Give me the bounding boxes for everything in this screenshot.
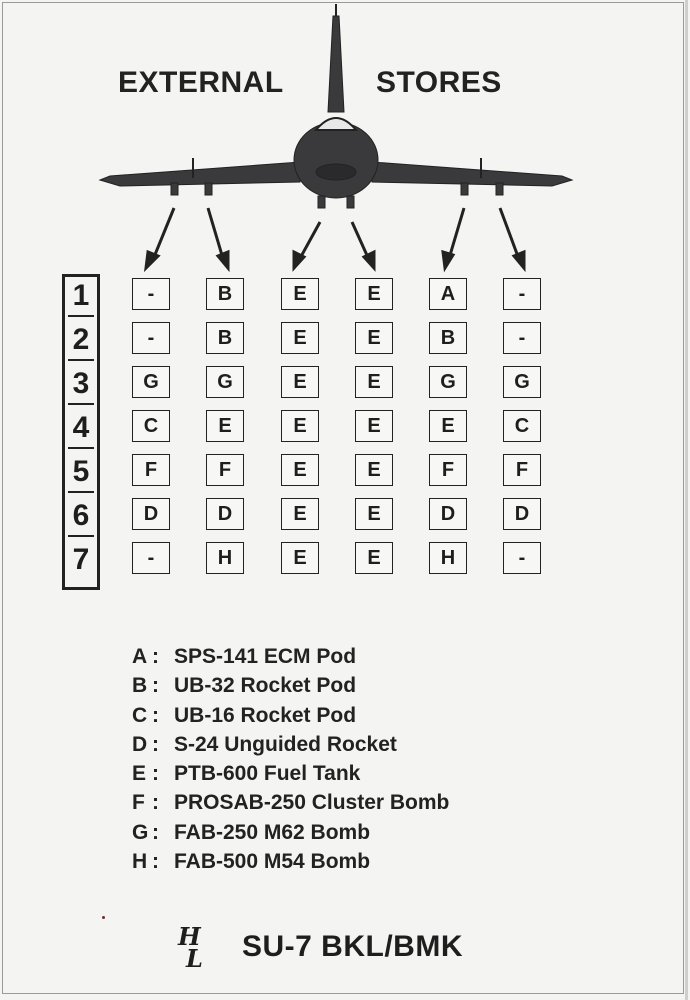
legend-key: C <box>132 703 148 727</box>
stores-legend <box>132 642 449 876</box>
legend-key: H <box>132 850 148 874</box>
pylon-4 <box>347 196 354 208</box>
store-cell: E <box>355 322 393 354</box>
logo-letter-top: H <box>178 922 201 951</box>
store-cell: G <box>132 366 170 398</box>
legend-label: PTB-600 Fuel Tank <box>174 762 361 786</box>
store-cell: G <box>206 366 244 398</box>
publisher-logo <box>178 922 203 973</box>
intake <box>316 164 356 180</box>
store-cell: E <box>281 542 319 574</box>
store-cell: - <box>132 542 170 574</box>
loadout-number: 3 <box>68 365 94 405</box>
store-cell: B <box>429 322 467 354</box>
aircraft-model: SU-7 BKL/BMK <box>242 930 463 963</box>
store-cell: E <box>355 542 393 574</box>
speck <box>102 916 105 919</box>
loadout-number: 1 <box>68 277 94 317</box>
legend-key: D <box>132 732 148 756</box>
pylon-1 <box>171 183 178 195</box>
canopy <box>316 118 356 130</box>
aircraft-front-view <box>0 0 690 280</box>
store-cell: C <box>132 410 170 442</box>
legend-label: FAB-250 M62 Bomb <box>174 820 371 844</box>
store-cell: E <box>355 366 393 398</box>
store-cell: E <box>355 498 393 530</box>
legend-key: A <box>132 645 148 668</box>
store-cell: E <box>281 278 319 310</box>
title-stores: STORES <box>376 66 502 99</box>
store-cell: E <box>281 410 319 442</box>
station-column-4 <box>355 278 393 588</box>
store-cell: D <box>132 498 170 530</box>
station-column-6 <box>503 278 541 588</box>
store-cell: H <box>206 542 244 574</box>
store-cell: - <box>503 542 541 574</box>
legend-label: S-24 Unguided Rocket <box>174 732 397 756</box>
legend-label: UB-32 Rocket Pod <box>174 674 357 698</box>
store-cell: - <box>132 322 170 354</box>
legend-key: E <box>132 762 147 786</box>
legend-row: F : PROSAB-250 Cluster Bomb <box>132 788 449 817</box>
vertical-tail <box>328 16 344 112</box>
store-cell: F <box>503 454 541 486</box>
station-column-5 <box>429 278 467 588</box>
store-cell: G <box>503 366 541 398</box>
pylon-6 <box>496 183 503 195</box>
store-cell: E <box>355 454 393 486</box>
store-cell: A <box>429 278 467 310</box>
loadout-number: 2 <box>68 321 94 361</box>
left-wing <box>100 162 300 186</box>
loadout-number: 6 <box>68 497 94 537</box>
legend-row: C : UB-16 Rocket Pod <box>132 701 449 730</box>
store-cell: E <box>281 454 319 486</box>
legend-row: B : UB-32 Rocket Pod <box>132 671 449 700</box>
title-external: EXTERNAL <box>118 66 284 99</box>
station-column-1 <box>132 278 170 588</box>
legend-row: A : SPS-141 ECM Pod <box>132 642 449 671</box>
store-cell: E <box>281 498 319 530</box>
store-cell: D <box>429 498 467 530</box>
store-cell: F <box>429 454 467 486</box>
store-cell: - <box>503 322 541 354</box>
legend-label: UB-16 Rocket Pod <box>174 703 357 727</box>
legend-key: B <box>132 674 148 698</box>
legend-row: E : PTB-600 Fuel Tank <box>132 759 449 788</box>
store-cell: - <box>132 278 170 310</box>
store-cell: F <box>132 454 170 486</box>
store-cell: E <box>429 410 467 442</box>
store-cell: E <box>355 410 393 442</box>
legend-label: PROSAB-250 Cluster Bomb <box>174 791 450 815</box>
store-cell: D <box>206 498 244 530</box>
store-cell: C <box>503 410 541 442</box>
legend-label: FAB-500 M54 Bomb <box>174 850 371 874</box>
loadout-number-column <box>62 274 100 590</box>
right-wing <box>372 162 572 186</box>
loadout-number: 7 <box>72 543 90 576</box>
legend-key: F <box>132 791 145 815</box>
store-cell: D <box>503 498 541 530</box>
store-cell: E <box>281 366 319 398</box>
legend-row: H : FAB-500 M54 Bomb <box>132 847 449 876</box>
logo-letter-bottom: L <box>186 944 203 973</box>
fuselage <box>294 122 378 198</box>
store-cell: - <box>503 278 541 310</box>
store-cell: B <box>206 278 244 310</box>
loadout-number: 4 <box>68 409 94 449</box>
station-column-2 <box>206 278 244 588</box>
legend-key: G <box>132 820 149 844</box>
store-cell: F <box>206 454 244 486</box>
pylon-5 <box>461 183 468 195</box>
store-cell: E <box>206 410 244 442</box>
pylon-2 <box>205 183 212 195</box>
store-cell: E <box>281 322 319 354</box>
legend-label: SPS-141 ECM Pod <box>174 645 357 668</box>
legend-row: D : S-24 Unguided Rocket <box>132 730 449 759</box>
loadout-number: 5 <box>68 453 94 493</box>
legend-row: G : FAB-250 M62 Bomb <box>132 818 449 847</box>
station-column-3 <box>281 278 319 588</box>
store-cell: H <box>429 542 467 574</box>
store-cell: G <box>429 366 467 398</box>
store-cell: E <box>355 278 393 310</box>
pylon-3 <box>318 196 325 208</box>
store-cell: B <box>206 322 244 354</box>
